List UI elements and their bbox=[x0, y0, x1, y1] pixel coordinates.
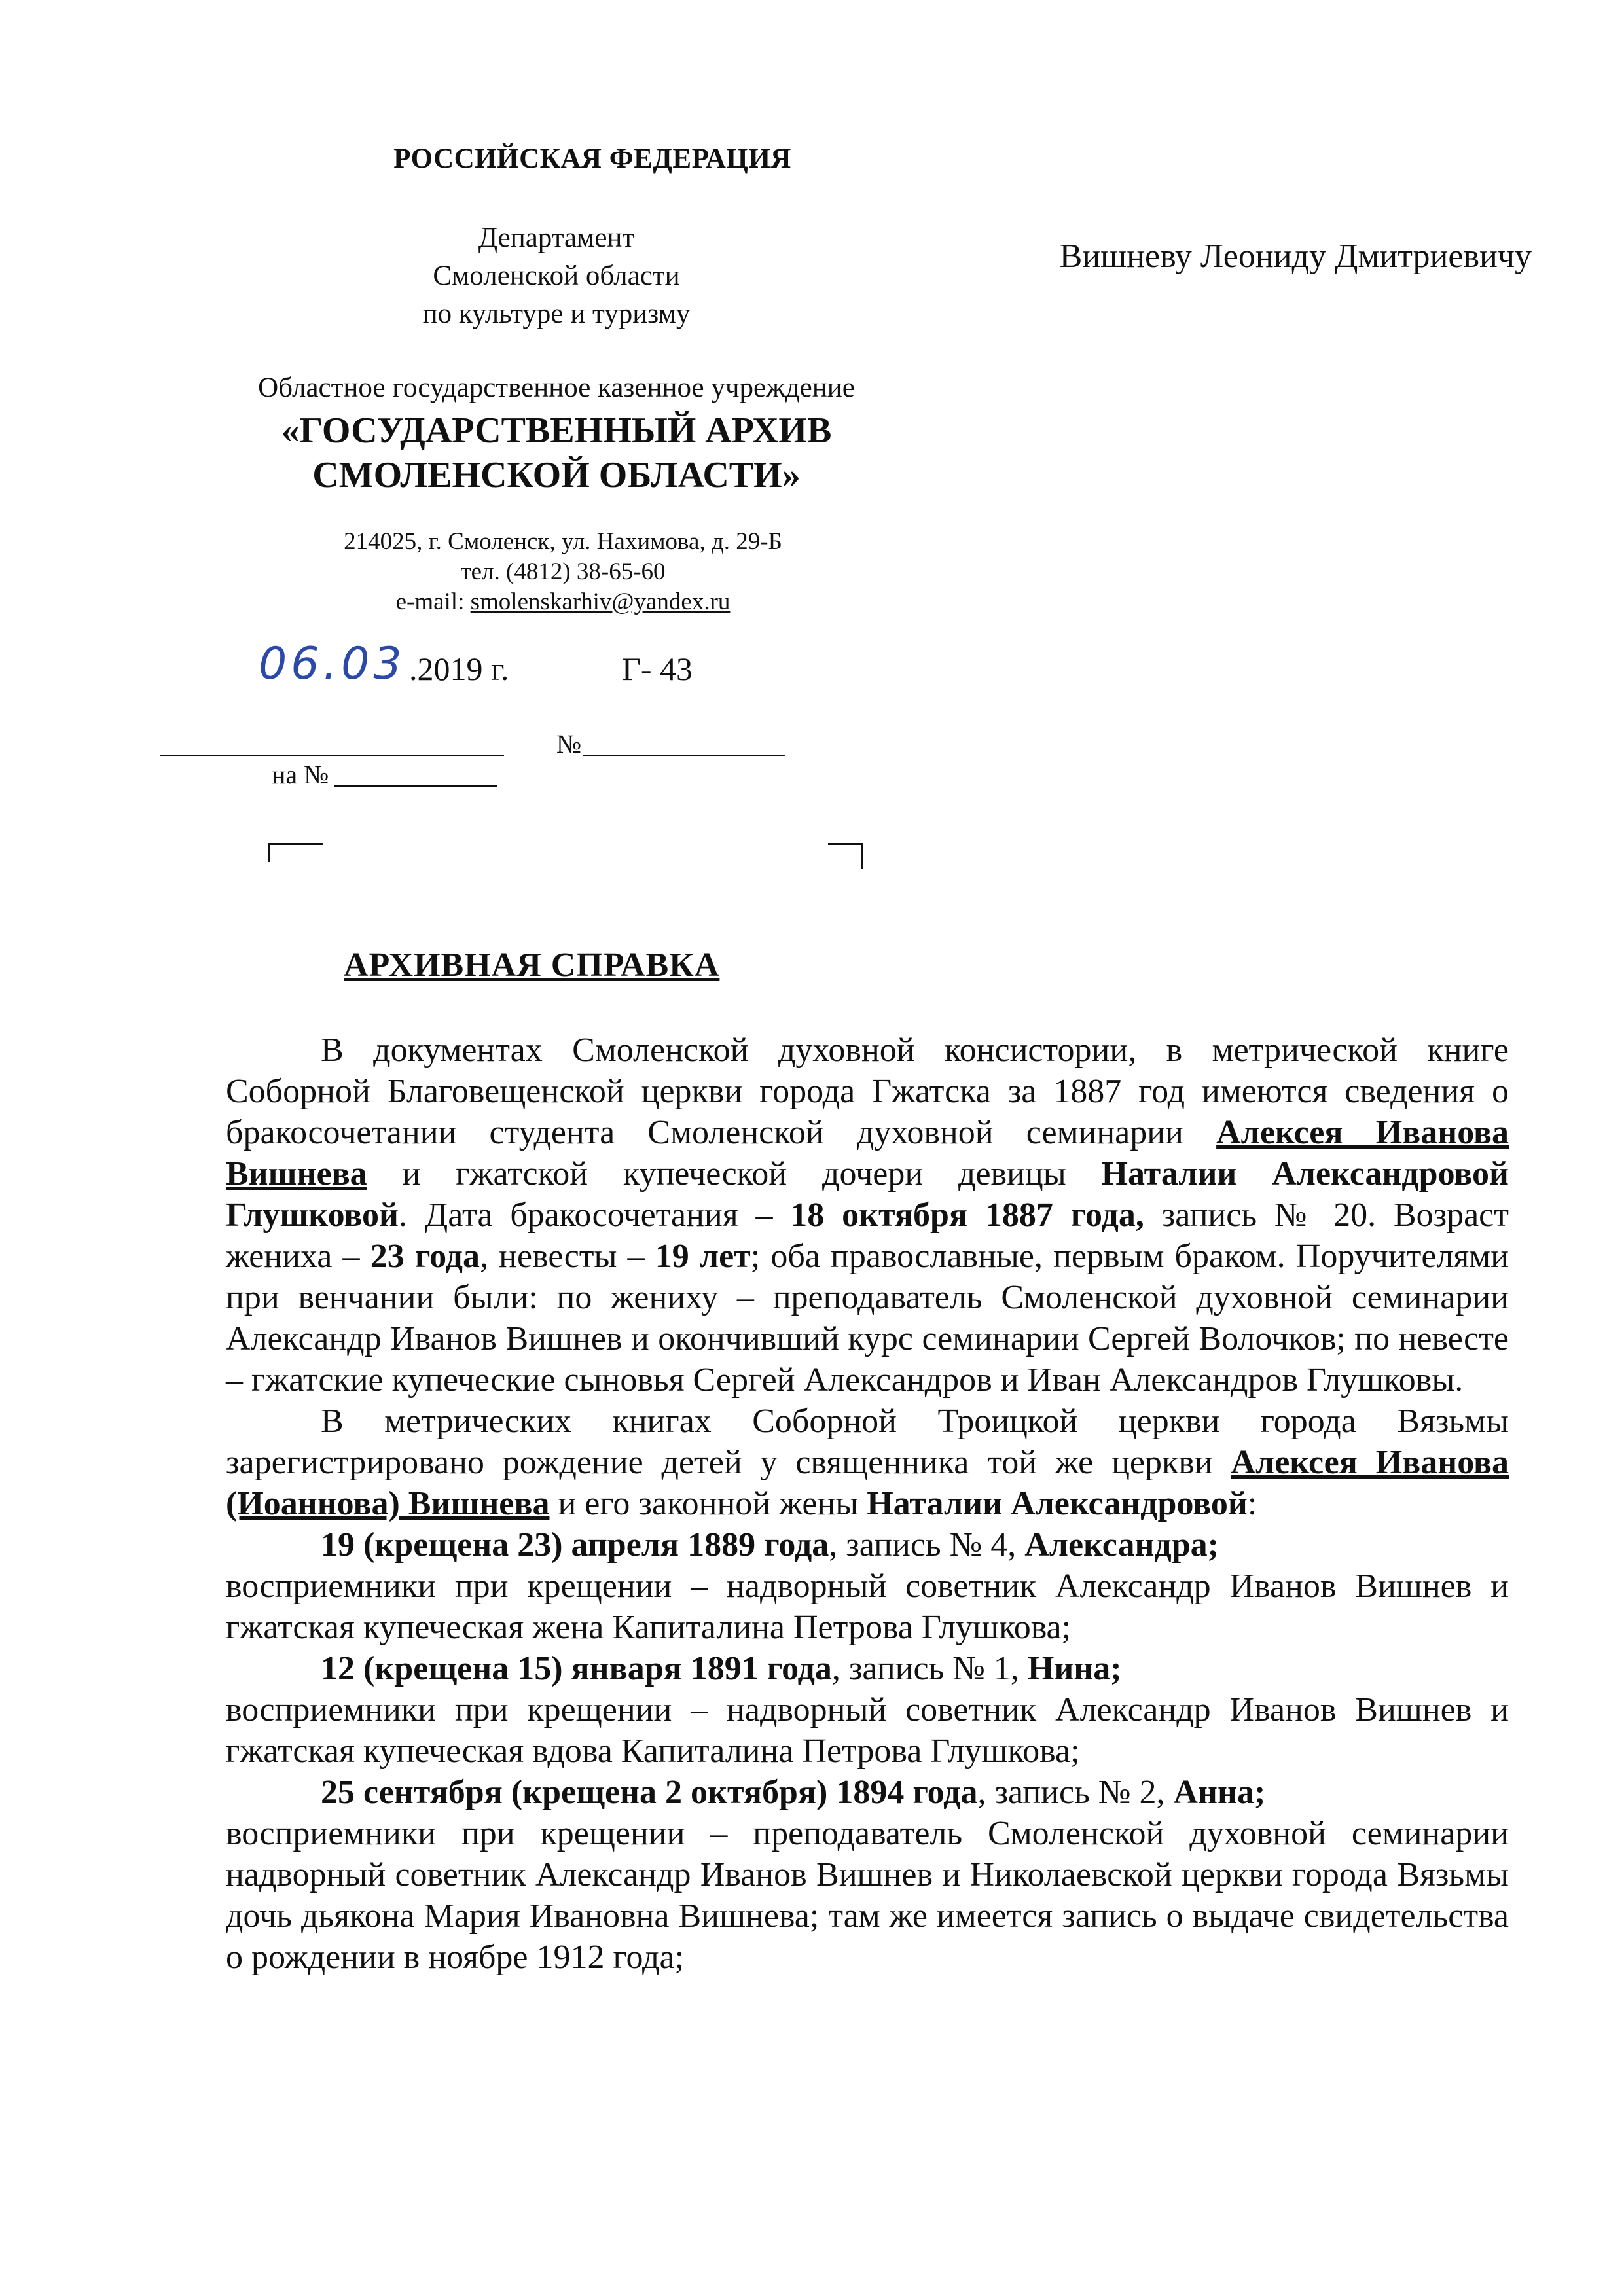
record: , запись № 4, bbox=[829, 1526, 1025, 1564]
child-entry-2 bbox=[226, 1648, 1509, 1689]
text: . Дата бракосочетания – bbox=[398, 1196, 791, 1234]
org-contacts bbox=[236, 527, 890, 617]
org-phone: тел. (4812) 38-65-60 bbox=[460, 558, 666, 585]
corner-mark-right bbox=[828, 843, 863, 869]
mother-name: Наталии Александровой bbox=[867, 1485, 1248, 1522]
godparents-1: восприемники при крещении – надворный советник Александр Иванов Вишнев и гжатская купеческая жена Капиталина Петрова Глушкова; bbox=[226, 1568, 1509, 1646]
child-name: Нина; bbox=[1027, 1650, 1122, 1687]
wedding-date: 18 октября 1887 года, bbox=[790, 1196, 1144, 1234]
paragraph-births bbox=[226, 1401, 1509, 1524]
department-line: Смоленской области bbox=[433, 260, 680, 291]
paragraph-marriage bbox=[226, 1030, 1509, 1401]
org-name-line: «ГОСУДАРСТВЕННЫЙ АРХИВ bbox=[281, 410, 832, 451]
document-number: Г- 43 bbox=[622, 651, 693, 687]
text: В документах Смоленской духовной консистории, в метрической книге Соборной Благовещенской церкви города Гжатска за 1887 год имеются сведения о бракосочетании студента Смоленской духовной семинарии bbox=[226, 1031, 1509, 1151]
text: ; оба православные, первым браком. Поручителями при венчании были: по жениху – преподаватель Смоленской духовной семинарии Александр Иванов Вишнев и окончивший курс семинарии Сергей Волочков; по невесте – гжатские купеческие сыновья Сергей Александров и Иван Александров Глушковы. bbox=[226, 1238, 1509, 1399]
corner-mark-left bbox=[268, 843, 323, 862]
org-name bbox=[170, 408, 943, 497]
number-underline bbox=[583, 755, 785, 756]
org-email-line bbox=[236, 587, 890, 617]
record: , запись № 2, bbox=[977, 1774, 1174, 1811]
country-heading: РОССИЙСКАЯ ФЕДЕРАЦИЯ bbox=[393, 143, 791, 174]
org-address: 214025, г. Смоленск, ул. Нахимова, д. 29-Б bbox=[344, 528, 782, 555]
department-line: Департамент bbox=[478, 223, 635, 253]
org-type: Областное государственное казенное учреждение bbox=[258, 372, 855, 403]
reply-to-label: на № bbox=[272, 760, 329, 789]
text: и гжатской купеческой дочери девицы bbox=[367, 1155, 1102, 1192]
text: , невесты – bbox=[480, 1238, 655, 1275]
father-name: Алексея Иванова (Иоаннова) Вишнева bbox=[226, 1444, 1509, 1522]
reply-to-underline bbox=[334, 785, 497, 787]
bride-name: Наталии Александровой Глушковой bbox=[226, 1155, 1509, 1234]
date-year: .2019 г. bbox=[409, 651, 509, 687]
department-block bbox=[327, 219, 785, 333]
text: : bbox=[1247, 1485, 1257, 1522]
handwritten-date: 06.03 bbox=[259, 638, 406, 690]
document-body bbox=[226, 1030, 1509, 1978]
godparents-3: восприемники при крещении – преподаватель Смоленской духовной семинарии надворный советник Александр Иванов Вишнев и Николаевской церкви города Вязьмы дочь дьякона Мария Ивановна Вишнева; там же имеется запись о выдаче свидетельства о рождении в ноябре 1912 года; bbox=[226, 1815, 1509, 1976]
email-link[interactable]: smolenskarhiv@yandex.ru bbox=[470, 588, 731, 615]
bride-age: 19 лет bbox=[655, 1238, 751, 1275]
groom-name: Алексея Иванова Вишнева bbox=[226, 1114, 1509, 1192]
birth-date: 25 сентября (крещена 2 октября) 1894 года bbox=[321, 1774, 978, 1811]
child-entry-3 bbox=[226, 1772, 1509, 1813]
number-label: № bbox=[556, 729, 582, 759]
groom-age: 23 года bbox=[370, 1238, 480, 1275]
child-name: Александра; bbox=[1024, 1526, 1219, 1564]
text: и его законной жены bbox=[549, 1485, 867, 1522]
email-label: e-mail: bbox=[395, 588, 471, 615]
child-entry-1 bbox=[226, 1524, 1509, 1566]
text: В метрических книгах Соборной Троицкой церкви города Вязьмы зарегистрировано рождение детей у священника той же церкви bbox=[226, 1403, 1509, 1481]
document-title: АРХИВНАЯ СПРАВКА bbox=[344, 946, 720, 984]
child-name: Анна; bbox=[1173, 1774, 1266, 1811]
date-underline bbox=[160, 755, 504, 756]
addressee: Вишневу Леониду Дмитриевичу bbox=[1059, 238, 1532, 275]
birth-date: 12 (крещена 15) января 1891 года bbox=[321, 1650, 832, 1687]
org-name-line: СМОЛЕНСКОЙ ОБЛАСТИ» bbox=[312, 455, 801, 495]
godparents-2: восприемники при крещении – надворный советник Александр Иванов Вишнев и гжатская купеческая вдова Капиталина Петрова Глушкова; bbox=[226, 1691, 1509, 1770]
text: запись № 20. Возраст жениха – bbox=[226, 1196, 1509, 1275]
department-line: по культуре и туризму bbox=[422, 298, 691, 329]
record: , запись № 1, bbox=[831, 1650, 1028, 1687]
birth-date: 19 (крещена 23) апреля 1889 года bbox=[321, 1526, 829, 1564]
